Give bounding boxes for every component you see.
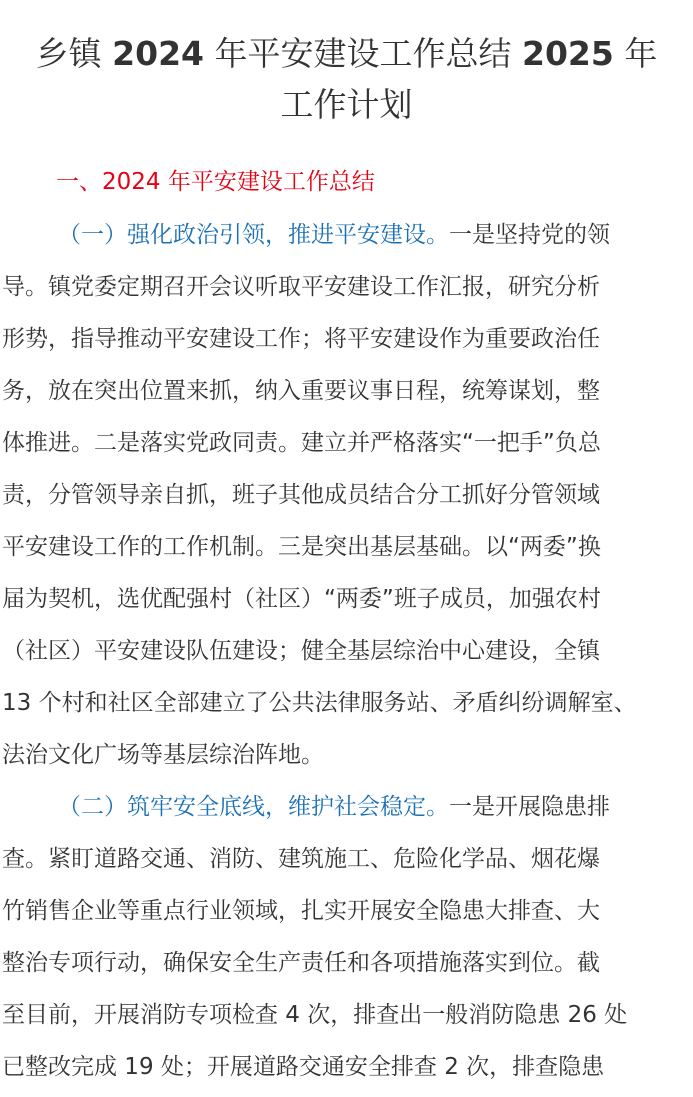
paragraph-line: 导。镇党委定期召开会议听取平安建设工作汇报，研究分析 [2, 274, 600, 300]
paragraph-line: 查。紧盯道路交通、消防、建筑施工、危险化学品、烟花爆 [2, 846, 600, 872]
paragraph-line: 务，放在突出位置来抓，纳入重要议事日程，统筹谋划，整 [2, 378, 600, 404]
paragraph-subheading: （二）筑牢安全底线，维护社会稳定。 [58, 794, 449, 820]
paragraph-line: 已整改完成 19 处；开展道路交通安全排查 2 次，排查隐患 [2, 1054, 605, 1080]
paragraph-line: （社区）平安建设队伍建设；健全基层综治中心建设，全镇 [2, 638, 600, 664]
paragraph-line: （二）筑牢安全底线，维护社会稳定。一是开展隐患排 [58, 794, 610, 820]
document-title [0, 28, 693, 130]
title-line-1: 乡镇 2024 年平安建设工作总结 2025 年 [35, 34, 658, 73]
paragraph-line: 13 个村和社区全部建立了公共法律服务站、矛盾纠纷调解室、 [2, 690, 637, 716]
paragraph-line: 责，分管领导亲自抓，班子其他成员结合分工抓好分管领域 [2, 482, 600, 508]
paragraph-subheading: （一）强化政治引领，推进平安建设。 [58, 222, 449, 248]
paragraph-line: 体推进。二是落实党政同责。建立并严格落实“一把手”负总 [2, 430, 601, 456]
paragraph-line: 形势，指导推动平安建设工作；将平安建设作为重要政治任 [2, 326, 600, 352]
paragraph-line: 法治文化广场等基层综治阵地。 [2, 742, 324, 768]
paragraph-line: 整治专项行动，确保安全生产责任和各项措施落实到位。截 [2, 950, 600, 976]
paragraph-line: 竹销售企业等重点行业领域，扎实开展安全隐患大排查、大 [2, 898, 600, 924]
paragraph-line: 平安建设工作的工作机制。三是突出基层基础。以“两委”换 [2, 534, 601, 560]
paragraph-2 [2, 781, 692, 1093]
section-heading: 一、2024 年平安建设工作总结 [56, 169, 375, 195]
title-line-2: 工作计划 [280, 85, 413, 124]
paragraph-1 [2, 209, 692, 781]
paragraph-line: 至目前，开展消防专项检查 4 次，排查出一般消防隐患 26 处 [2, 1002, 628, 1028]
paragraph-line: （一）强化政治引领，推进平安建设。一是坚持党的领 [58, 222, 610, 248]
paragraph-line: 届为契机，选优配强村（社区）“两委”班子成员，加强农村 [2, 586, 601, 612]
